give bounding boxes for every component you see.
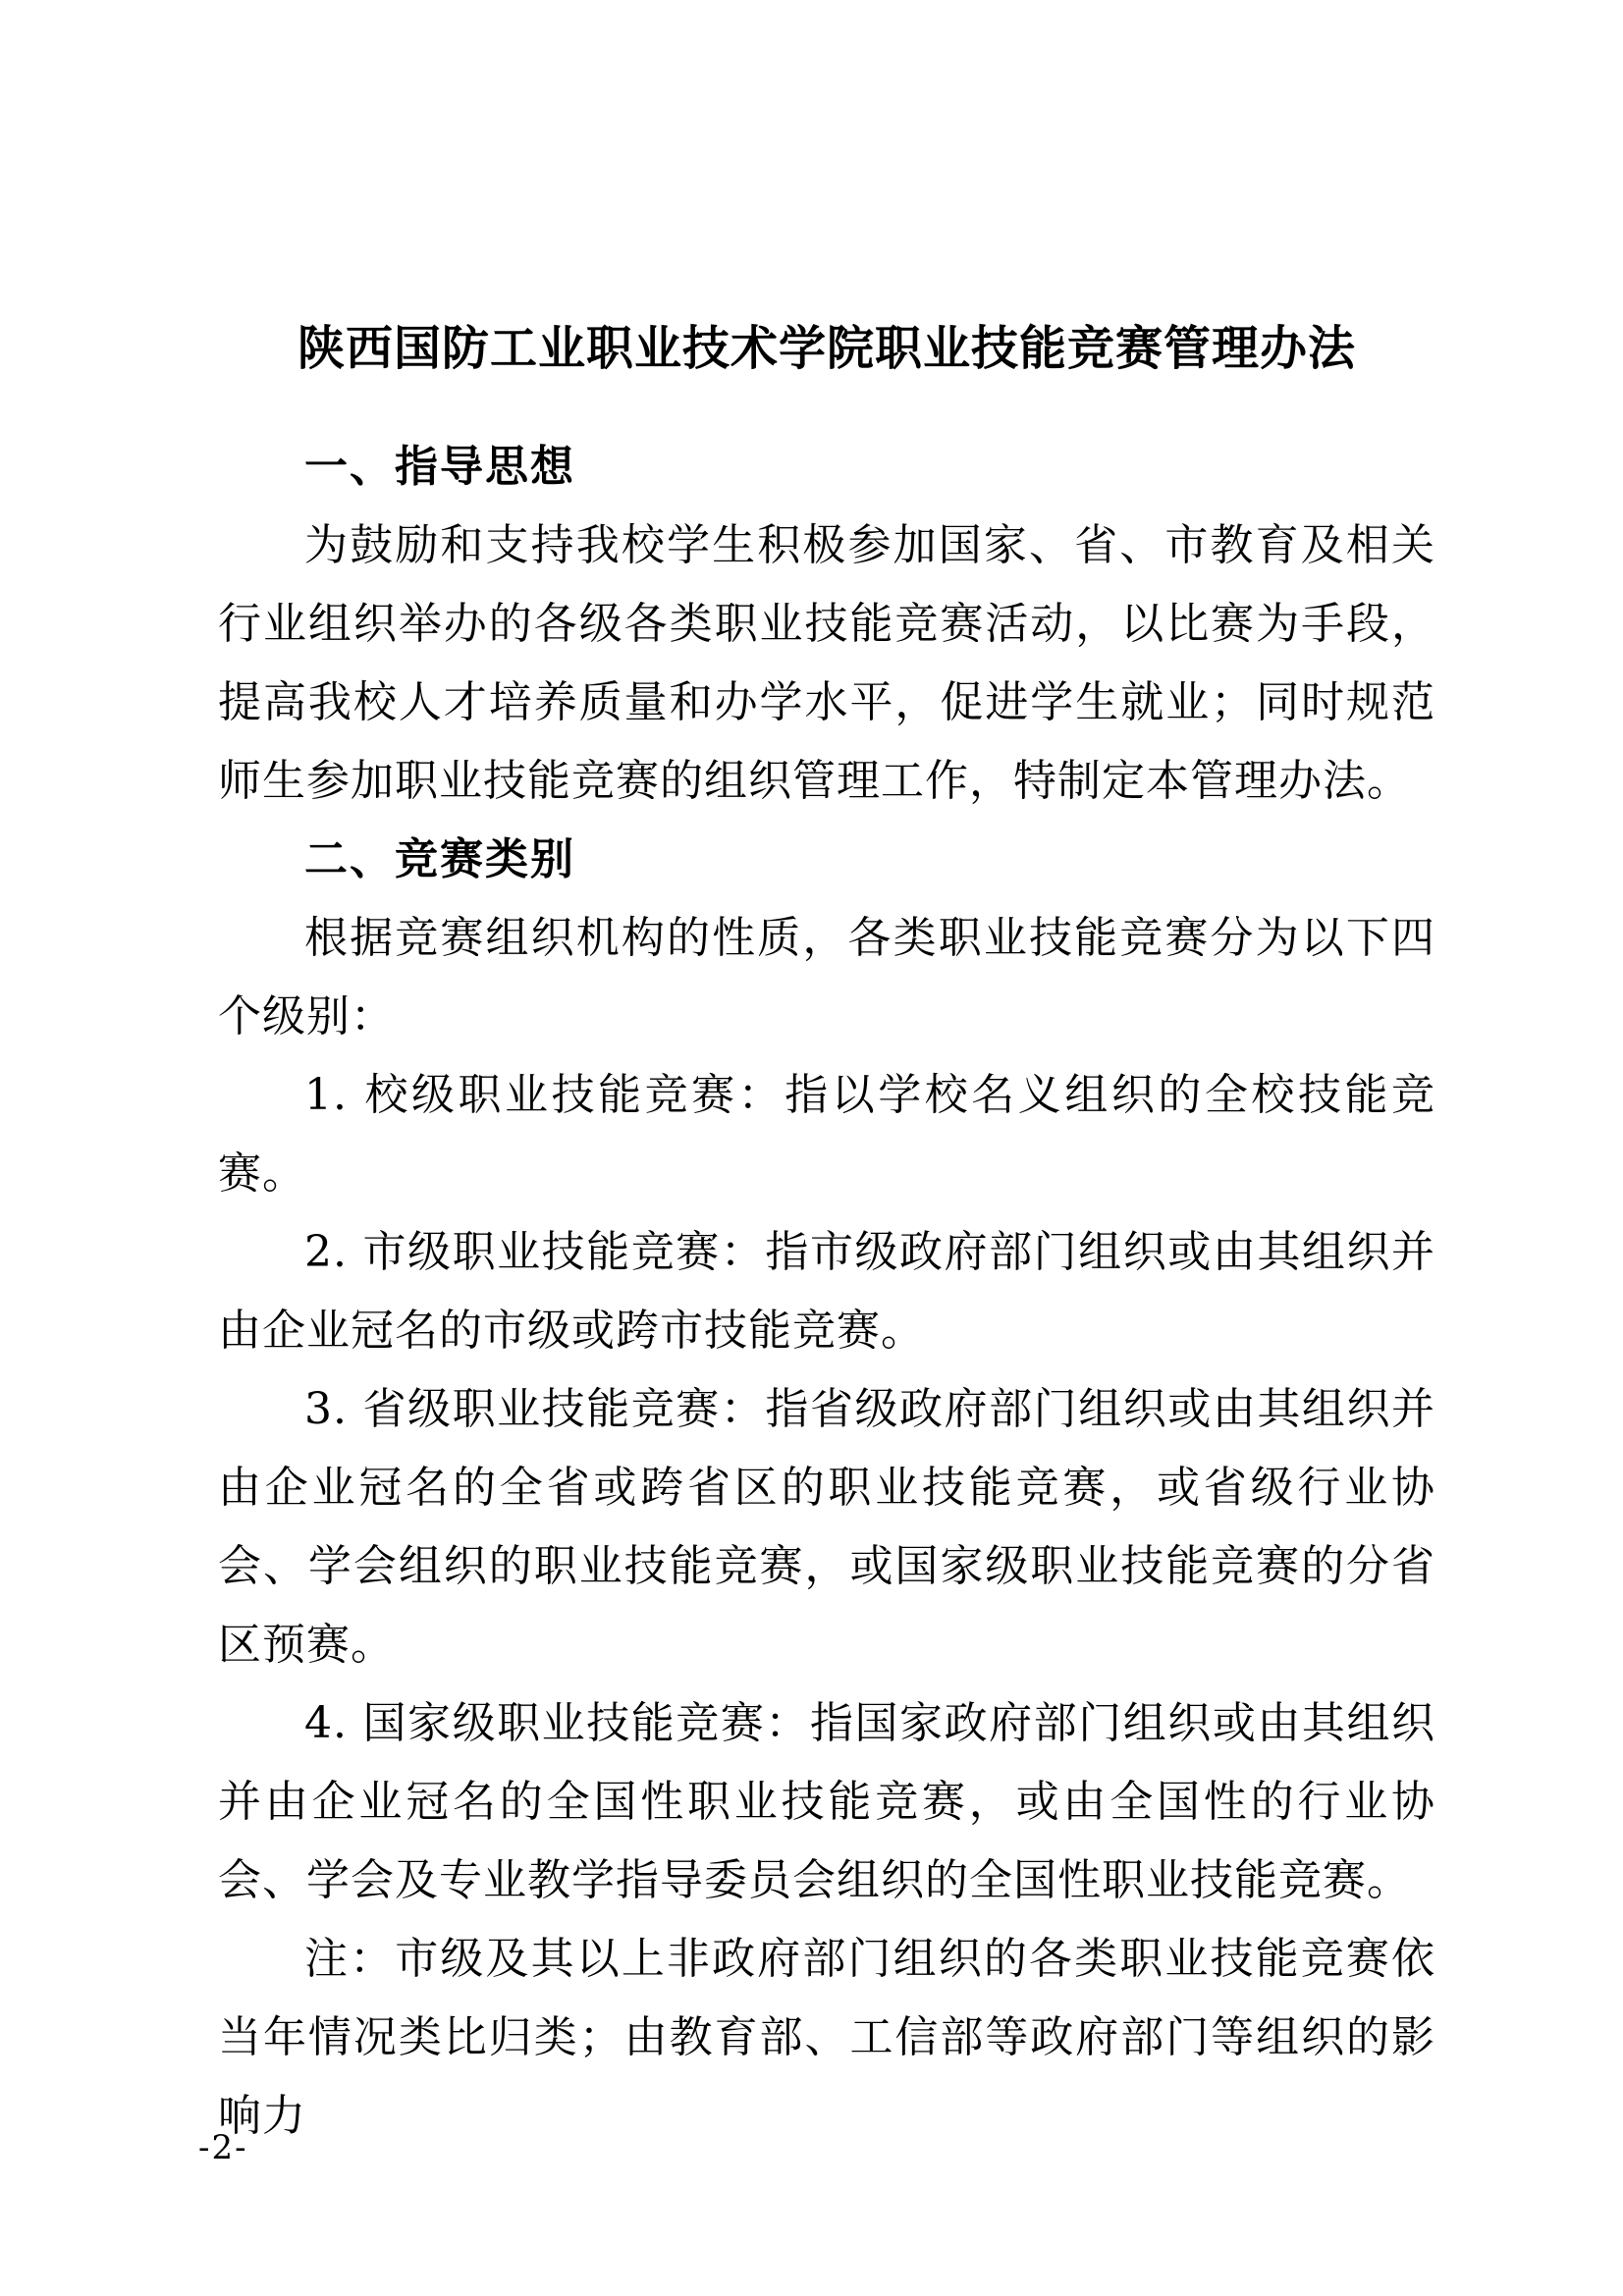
section-heading-competition-categories: 二、竞赛类别 [304,834,575,884]
list-item-city-level: 2. 市级职业技能竞赛：指市级政府部门组织或由其组织并由企业冠名的市级或跨市技能竞赛。 [218,1227,1435,1356]
paragraph-categories-intro: 根据竞赛组织机构的性质，各类职业技能竞赛分为以下四个级别： [218,913,1435,1041]
document-content [218,304,1435,2156]
paragraph-note: 注：市级及其以上非政府部门组织的各类职业技能竞赛依当年情况类比归类；由教育部、工信部等政府部门等组织的影响力 [218,1934,1435,2141]
list-item-province-level: 3. 省级职业技能竞赛：指省级政府部门组织或由其组织并由企业冠名的全省或跨省区的职业技能竞赛，或省级行业协会、学会组织的职业技能竞赛，或国家级职业技能竞赛的分省区预赛。 [218,1384,1435,1670]
paragraph-guiding-ideology: 为鼓励和支持我校学生积极参加国家、省、市教育及相关行业组织举办的各级各类职业技能竞赛活动，以比赛为手段，提高我校人才培养质量和办学水平，促进学生就业；同时规范师生参加职业技能竞赛的组织管理工作，特制定本管理办法。 [218,520,1435,806]
document-title: 陕西国防工业职业技术学院职业技能竞赛管理办法 [297,321,1356,376]
page-number: -2- [198,2128,248,2167]
list-item-national-level: 4. 国家级职业技能竞赛：指国家政府部门组织或由其组织并由企业冠名的全国性职业技能竞赛，或由全国性的行业协会、学会及专业教学指导委员会组织的全国性职业技能竞赛。 [218,1698,1435,1905]
list-item-school-level: 1. 校级职业技能竞赛：指以学校名义组织的全校技能竞赛。 [218,1070,1435,1199]
section-heading-guiding-ideology: 一、指导思想 [304,442,575,492]
